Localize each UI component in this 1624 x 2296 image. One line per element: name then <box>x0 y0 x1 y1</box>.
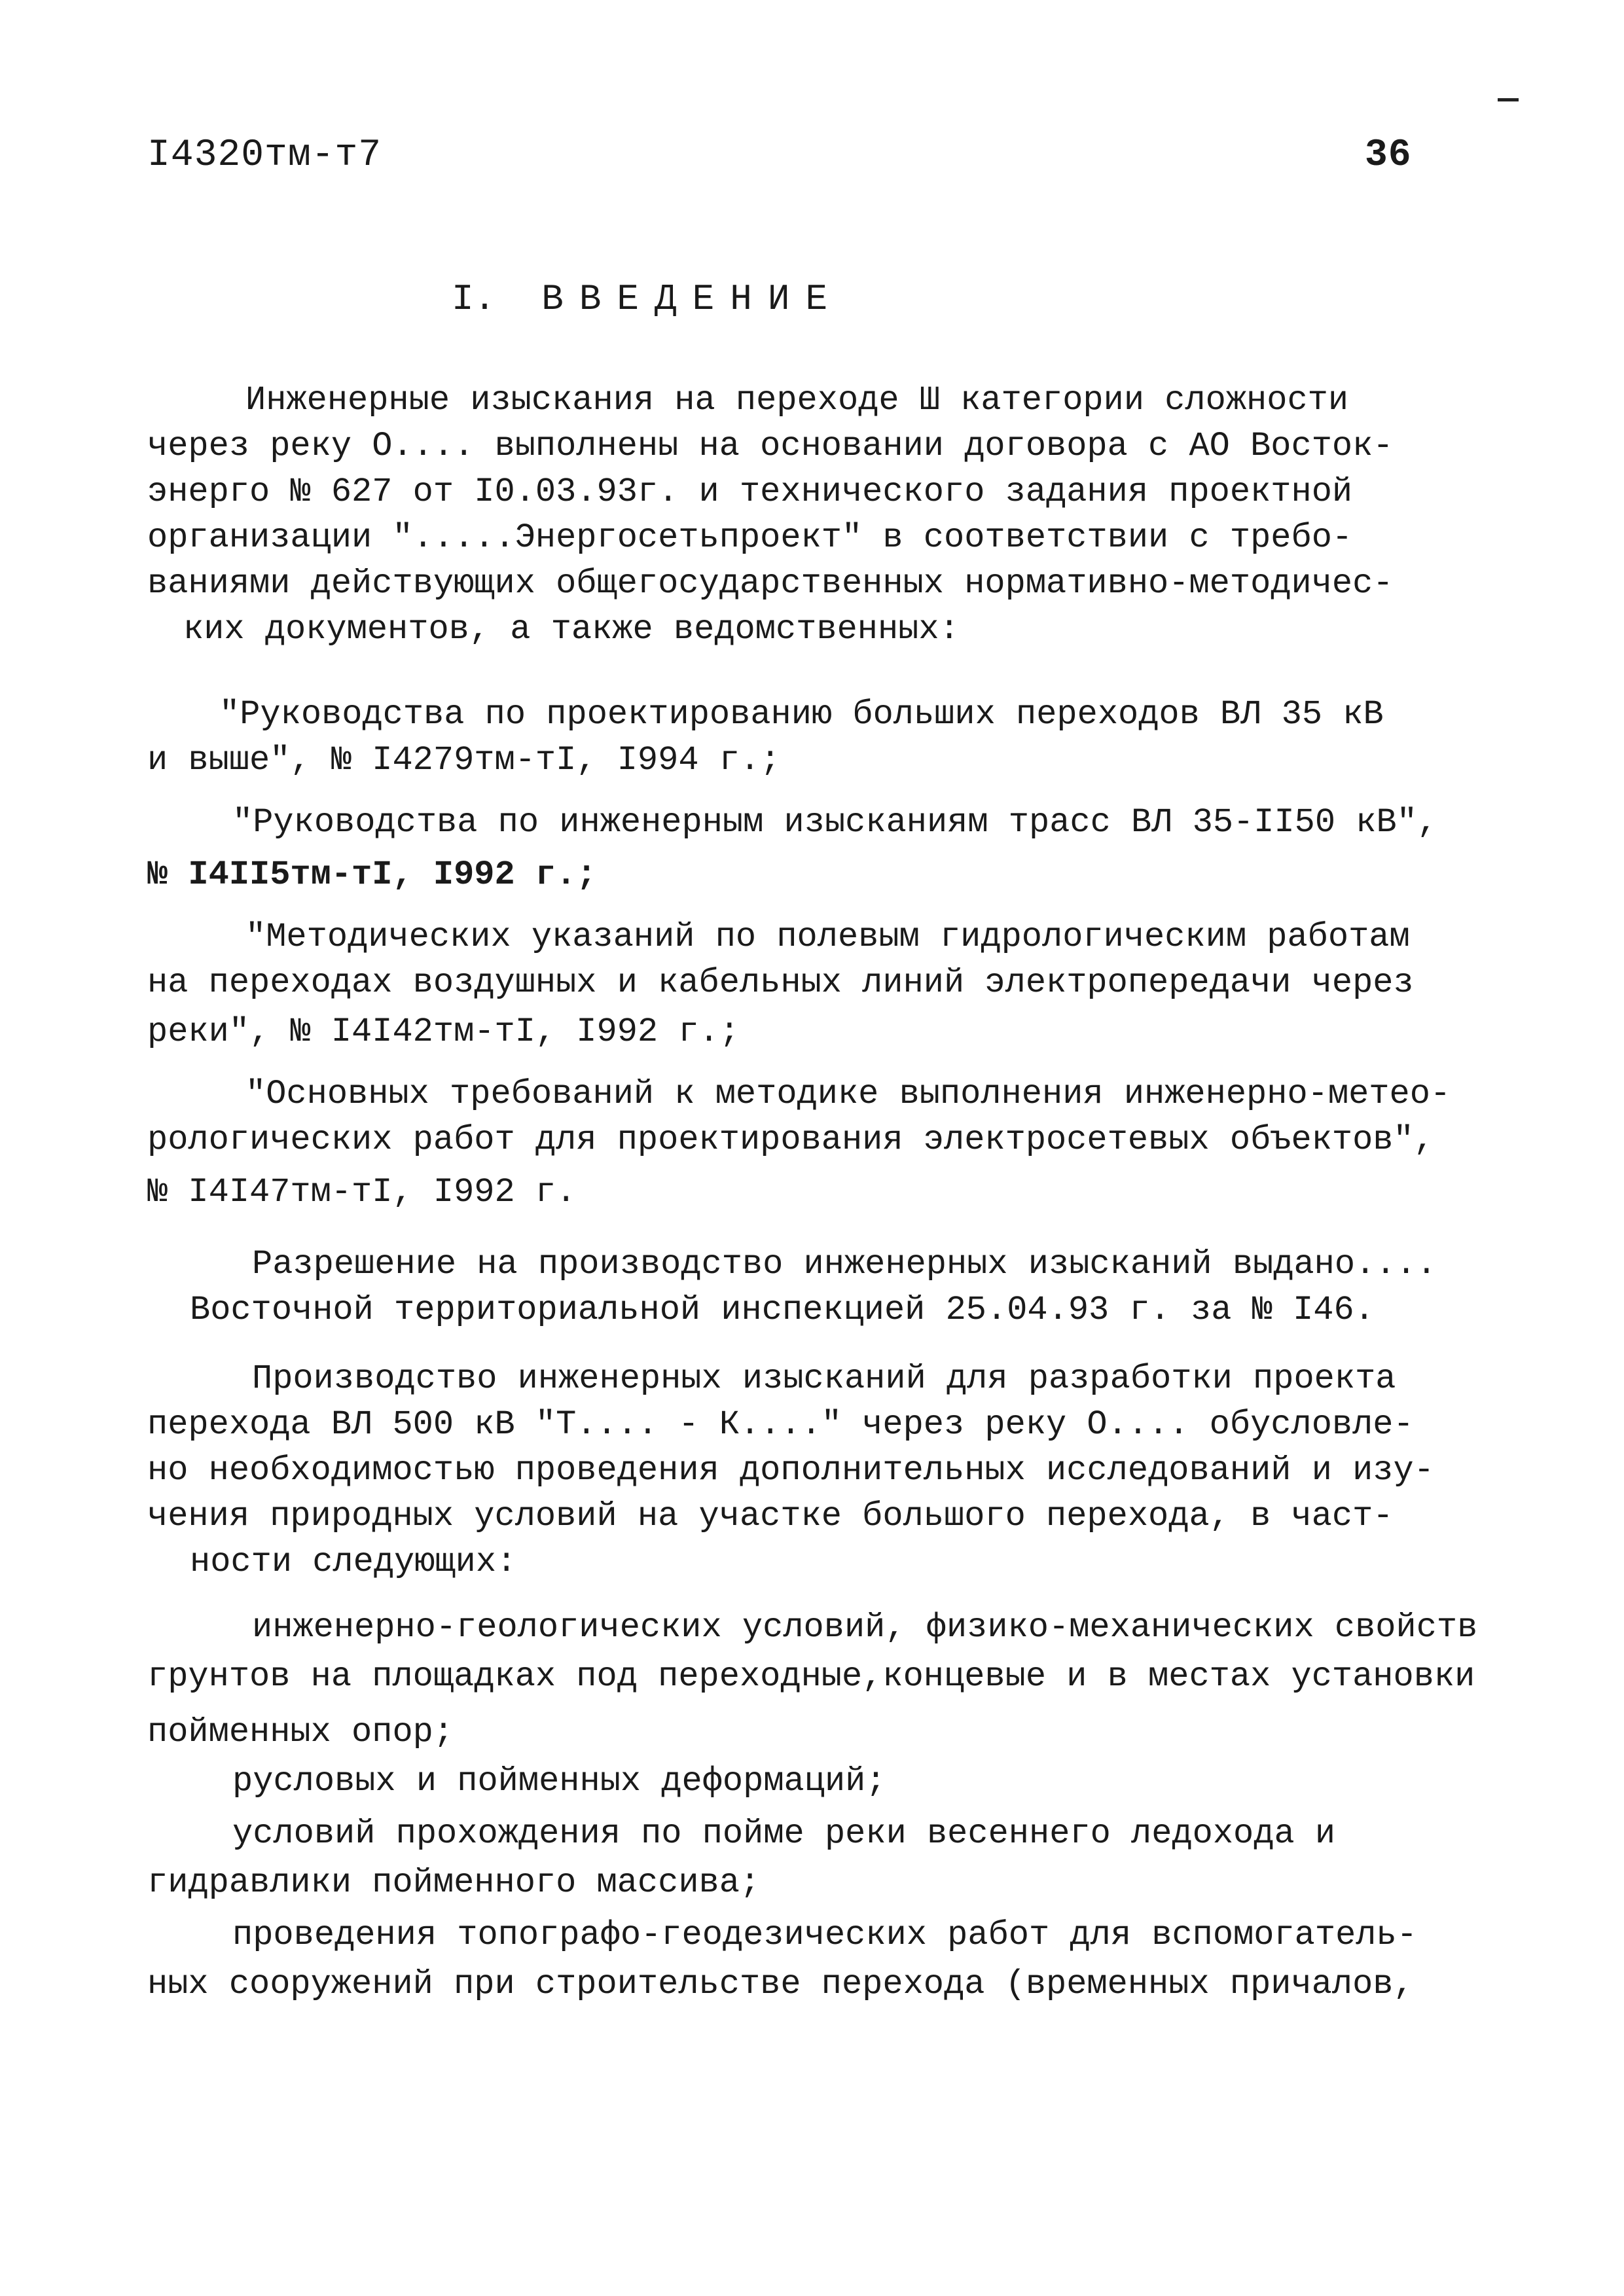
text-line: пойменных опор; <box>147 1713 454 1751</box>
text-line: № I4II5тм-тI, I992 г.; <box>147 855 597 894</box>
text-line: условий прохождения по пойме реки весеннего ледохода и <box>232 1814 1336 1853</box>
text-line: но необходимостью проведения дополнительных исследований и изу- <box>147 1451 1434 1490</box>
text-line: Разрешение на производство инженерных изысканий выдано.... <box>252 1245 1437 1283</box>
text-line: "Основных требований к методике выполнения инженерно-метео- <box>245 1075 1451 1113</box>
text-line: "Руководства по проектированию больших переходов ВЛ 35 кВ <box>219 695 1384 734</box>
document-code: I4320тм-т7 <box>147 134 382 177</box>
text-line: организации ".....Энергосетьпроект" в соответствии с требо- <box>147 518 1353 557</box>
text-line: грунтов на площадках под переходные,концевые и в местах установки <box>147 1657 1475 1696</box>
text-line: перехода ВЛ 500 кВ "Т.... - К...." через реку О.... обусловле- <box>147 1405 1414 1444</box>
section-number: I. <box>452 278 496 320</box>
text-line: гидравлики пойменного массива; <box>147 1863 761 1902</box>
section-heading: ВВЕДЕНИЕ <box>541 278 844 320</box>
text-line: через реку О.... выполнены на основании договора с АО Восток- <box>147 427 1394 465</box>
text-line: ких документов, а также ведомственных: <box>183 610 960 649</box>
text-line: Производство инженерных изысканий для разработки проекта <box>252 1359 1396 1398</box>
text-line: и выше", № I4279тм-тI, I994 г.; <box>147 741 781 780</box>
text-line: инженерно-геологических условий, физико-механических свойств <box>252 1608 1478 1647</box>
text-line: проведения топографо-геодезических работ для вспомогатель- <box>232 1916 1417 1954</box>
text-line: Инженерные изыскания на переходе Ш категории сложности <box>245 381 1349 420</box>
section-title <box>452 278 843 320</box>
text-line: на переходах воздушных и кабельных линий электропередачи через <box>147 963 1414 1002</box>
text-line: ваниями действующих общегосударственных нормативно-методичес- <box>147 564 1394 603</box>
text-line: чения природных условий на участке большого перехода, в част- <box>147 1497 1394 1535</box>
corner-dash-mark <box>1498 98 1519 101</box>
page-number: 36 <box>1365 134 1412 177</box>
text-line: рологических работ для проектирования электросетевых объектов", <box>147 1121 1434 1159</box>
text-line: № I4I47тм-тI, I992 г. <box>147 1173 577 1211</box>
text-line: Восточной территориальной инспекцией 25.04.93 г. за № I46. <box>190 1291 1375 1329</box>
text-line: "Методических указаний по полевым гидрологическим работам <box>245 918 1410 956</box>
text-line: ных сооружений при строительстве перехода (временных причалов, <box>147 1965 1414 2003</box>
text-line: энерго № 627 от I0.03.93г. и технического задания проектной <box>147 473 1353 511</box>
text-line: реки", № I4I42тм-тI, I992 г.; <box>147 1013 740 1051</box>
text-line: "Руководства по инженерным изысканиям трасс ВЛ 35-II50 кВ", <box>232 803 1438 842</box>
text-line: ности следующих: <box>190 1543 517 1581</box>
text-line: русловых и пойменных деформаций; <box>232 1762 886 1801</box>
